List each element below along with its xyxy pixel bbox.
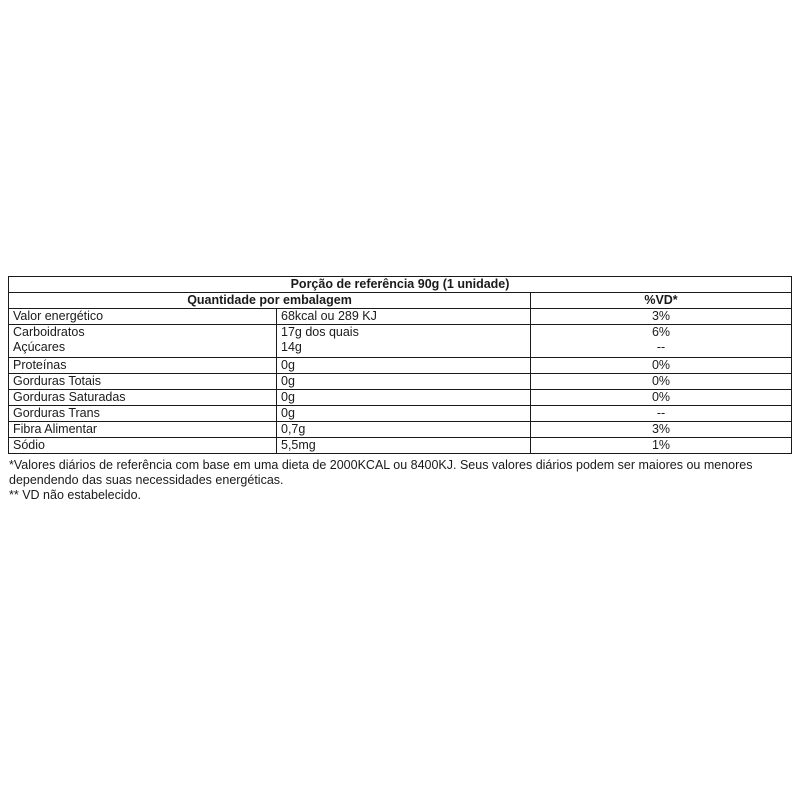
nutrient-name: Gorduras Saturadas <box>9 390 277 406</box>
nutrient-vd: 0% <box>531 374 792 390</box>
nutrient-name: Gorduras Totais <box>9 374 277 390</box>
table-row <box>9 309 792 325</box>
table-row <box>9 422 792 438</box>
nutrient-vd: 6% <box>651 325 671 339</box>
nutrient-vd: 3% <box>531 422 792 438</box>
nutrition-facts-table <box>8 276 792 454</box>
nutrient-name: Fibra Alimentar <box>9 422 277 438</box>
nutrient-amount: 17g dos quais <box>281 325 359 339</box>
vd-not-established-footnote: ** VD não estabelecido. <box>9 488 142 502</box>
nutrient-vd: 3% <box>531 309 792 325</box>
sub-nutrient-amount: 14g <box>281 340 302 354</box>
footnotes <box>9 458 794 503</box>
nutrient-name: Gorduras Trans <box>9 406 277 422</box>
table-title-row <box>9 277 792 293</box>
nutrient-vd-cell <box>531 325 792 358</box>
table-row <box>9 325 792 358</box>
serving-reference-title: Porção de referência 90g (1 unidade) <box>9 277 792 293</box>
daily-values-footnote: *Valores diários de referência com base em uma dieta de 2000KCAL ou 8400KJ. Seus valores diários podem ser maiores ou menores dependendo das suas necessidades energéticas. <box>9 458 753 487</box>
nutrient-amount: 0g <box>277 358 531 374</box>
table-row <box>9 438 792 454</box>
nutrient-amount: 0g <box>277 374 531 390</box>
nutrient-vd: 1% <box>531 438 792 454</box>
nutrient-amount: 5,5mg <box>277 438 531 454</box>
nutrient-amount: 68kcal ou 289 KJ <box>277 309 531 325</box>
nutrient-vd: 0% <box>531 358 792 374</box>
vd-header: %VD* <box>531 293 792 309</box>
quantity-header: Quantidade por embalagem <box>9 293 531 309</box>
table-header-row <box>9 293 792 309</box>
table-row <box>9 358 792 374</box>
table-row <box>9 390 792 406</box>
nutrient-name-cell <box>9 325 277 358</box>
nutrient-amount-cell <box>277 325 531 358</box>
nutrient-name: Valor energético <box>9 309 277 325</box>
nutrient-vd: 0% <box>531 390 792 406</box>
nutrient-amount: 0,7g <box>277 422 531 438</box>
sub-nutrient-name: Açúcares <box>13 340 66 354</box>
table-row <box>9 406 792 422</box>
nutrient-name: Sódio <box>9 438 277 454</box>
nutrient-amount: 0g <box>277 390 531 406</box>
nutrient-vd: -- <box>531 406 792 422</box>
sub-nutrient-vd: -- <box>656 340 666 354</box>
nutrient-amount: 0g <box>277 406 531 422</box>
nutrient-name: Proteínas <box>9 358 277 374</box>
table-row <box>9 374 792 390</box>
nutrient-name: Carboidratos <box>13 325 85 339</box>
